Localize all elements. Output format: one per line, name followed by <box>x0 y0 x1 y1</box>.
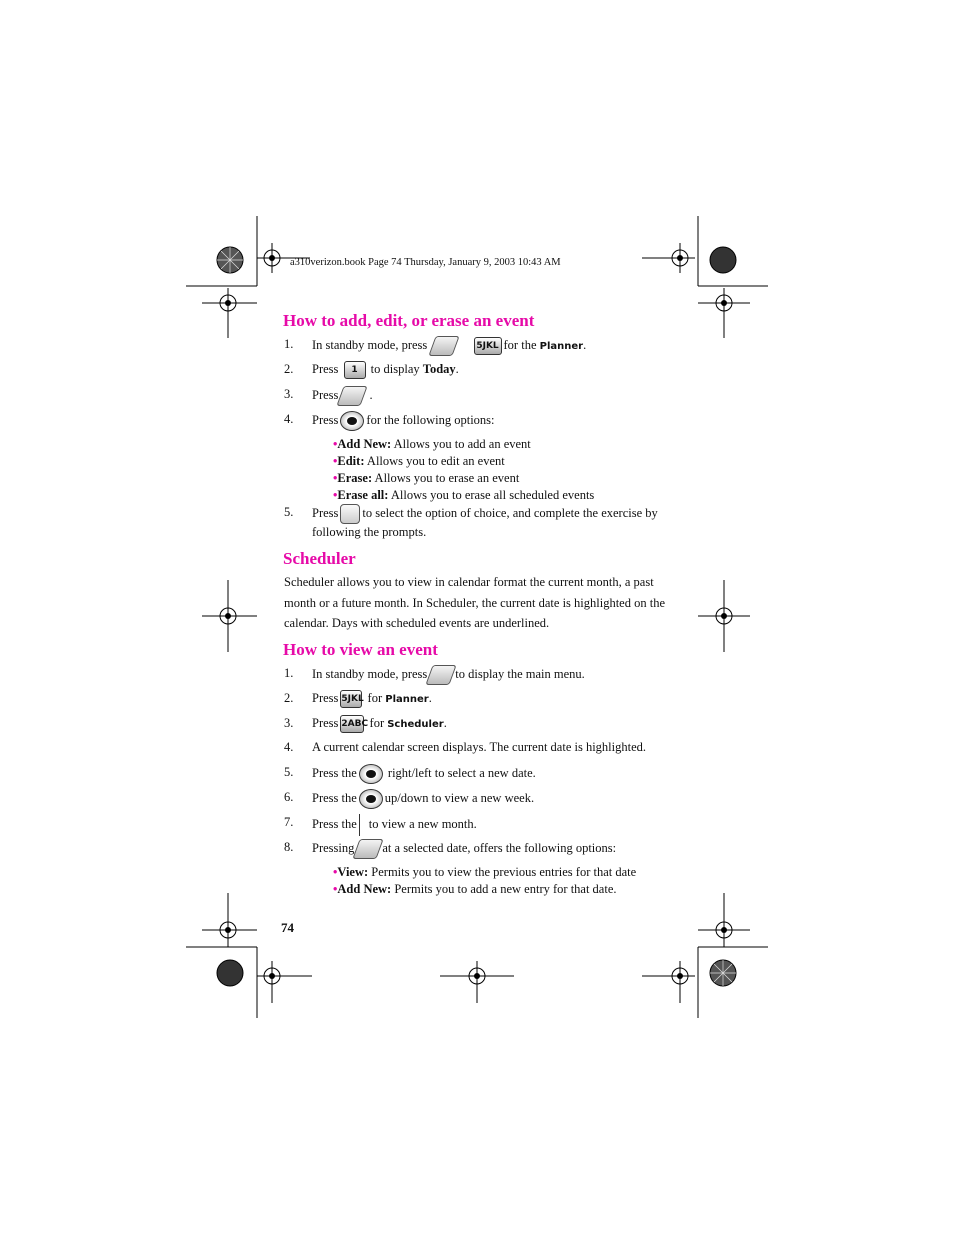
menu-key-icon <box>426 665 457 685</box>
option-bullet: •Erase: Allows you to erase an event <box>333 471 520 485</box>
step-1-text: In standby mode, press to display the main menu. <box>312 665 585 685</box>
side-volume-key-icon <box>359 814 367 836</box>
step-number: 4. <box>284 412 294 426</box>
step-3-text: Press . <box>312 386 373 406</box>
step-number: 3. <box>284 387 294 401</box>
menu-key-icon <box>337 386 368 406</box>
step-number: 8. <box>284 840 294 854</box>
option-bullet: •Edit: Allows you to edit an event <box>333 454 505 468</box>
step-1-text: In standby mode, press 5JKL for the Planner. <box>312 336 586 356</box>
option-bullet: •Add New: Allows you to add an event <box>333 437 531 451</box>
step-5-text: Press to select the option of choice, and complete the exercise by <box>312 504 658 524</box>
ok-key-icon <box>340 504 360 524</box>
step-number: 5. <box>284 765 294 779</box>
step-number: 1. <box>284 666 294 680</box>
section-title-scheduler: Scheduler <box>283 549 356 568</box>
page-number: 74 <box>281 920 294 935</box>
scheduler-paragraph-line: Scheduler allows you to view in calendar format the current month, a past <box>284 575 654 589</box>
step-2-text: Press 1 to display Today. <box>312 361 459 379</box>
option-bullet: •View: Permits you to view the previous entries for that date <box>333 865 637 879</box>
step-number: 2. <box>284 691 294 705</box>
step-number: 2. <box>284 362 294 376</box>
step-number: 6. <box>284 790 294 804</box>
step-number: 1. <box>284 337 294 351</box>
step-number: 4. <box>284 740 294 754</box>
five-key-icon: 5JKL <box>474 337 502 355</box>
step-4-text: A current calendar screen displays. The current date is highlighted. <box>312 740 647 754</box>
step-5-text: Press the right/left to select a new date. <box>312 764 536 784</box>
step-6-text: Press the up/down to view a new week. <box>312 789 534 809</box>
five-key-icon: 5JKL <box>340 690 362 708</box>
step-number: 7. <box>284 815 294 829</box>
menu-key-icon <box>429 336 460 356</box>
scheduler-paragraph-line: calendar. Days with scheduled events are underlined. <box>284 616 550 630</box>
step-8-text: Pressing at a selected date, offers the following options: <box>312 839 616 859</box>
nav-key-icon <box>359 789 383 809</box>
step-3-text: Press 2ABC for Scheduler. <box>312 715 447 733</box>
two-key-icon: 2ABC <box>340 715 364 733</box>
menu-key-icon <box>353 839 384 859</box>
step-number: 5. <box>284 505 294 519</box>
nav-key-icon <box>359 764 383 784</box>
option-bullet: •Add New: Permits you to add a new entry for that date. <box>333 882 617 896</box>
step-4-text: Press for the following options: <box>312 411 495 431</box>
nav-key-icon <box>340 411 364 431</box>
section-title-view-event: How to view an event <box>283 640 438 659</box>
step-2-text: Press 5JKL for Planner. <box>312 690 432 708</box>
scheduler-paragraph-line: month or a future month. In Scheduler, the current date is highlighted on the <box>284 596 665 610</box>
one-key-icon: 1 <box>344 361 366 379</box>
section-title-add-edit-erase: How to add, edit, or erase an event <box>283 311 535 330</box>
print-slug: a310verizon.book Page 74 Thursday, January 9, 2003 10:43 AM <box>290 257 561 268</box>
step-7-text: Press the to view a new month. <box>312 814 477 836</box>
step-5-continued: following the prompts. <box>312 525 427 539</box>
step-number: 3. <box>284 716 294 730</box>
option-bullet: •Erase all: Allows you to erase all scheduled events <box>333 488 595 502</box>
